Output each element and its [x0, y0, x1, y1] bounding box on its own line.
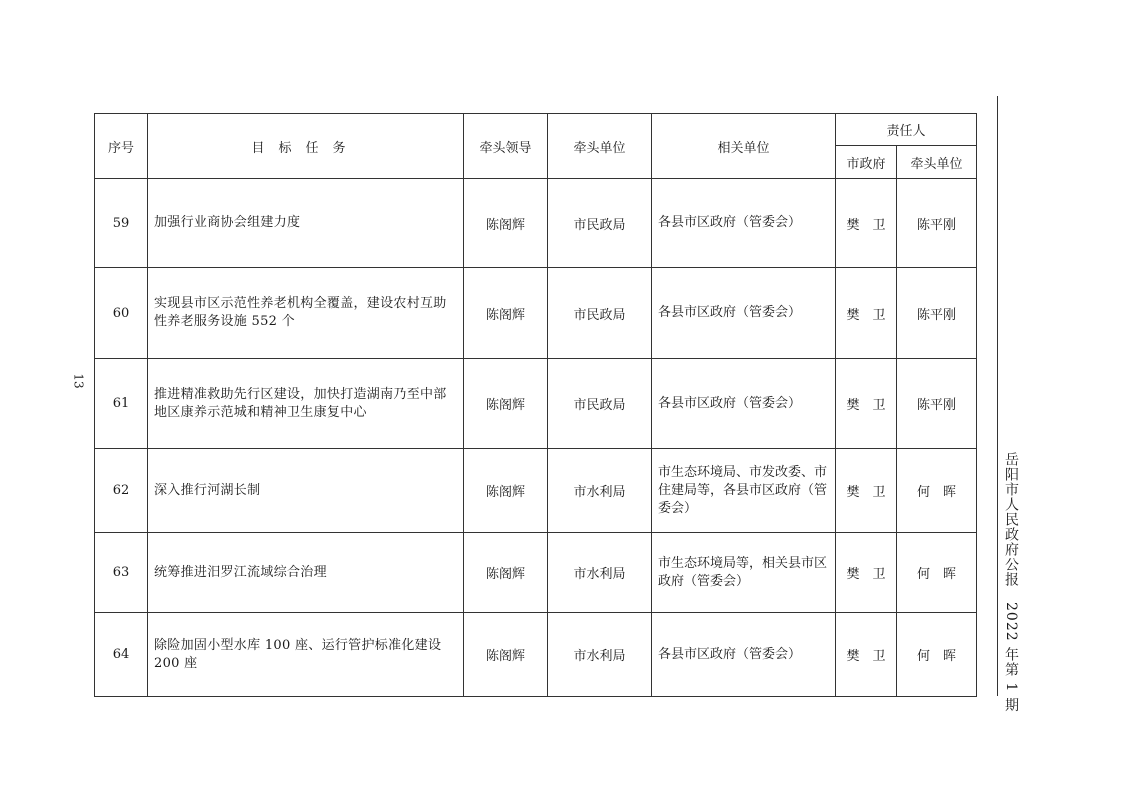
cell-leader: 陈阁辉 — [464, 179, 548, 268]
cell-city: 樊 卫 — [836, 533, 897, 613]
header-task: 目标任务 — [148, 114, 464, 179]
cell-related: 各县市区政府（管委会） — [652, 268, 836, 359]
cell-unit-person: 何 晖 — [897, 449, 977, 533]
cell-seq: 61 — [95, 359, 148, 449]
margin-rule — [997, 96, 998, 696]
cell-leader: 陈阁辉 — [464, 359, 548, 449]
header-seq: 序号 — [95, 114, 148, 179]
cell-related: 市生态环境局等，相关县市区政府（管委会） — [652, 533, 836, 613]
journal-title: 岳阳市人民政府公报 2022 年第 1 期 — [1003, 452, 1019, 713]
cell-unit: 市水利局 — [548, 613, 652, 697]
table-row — [95, 449, 977, 533]
cell-related: 市生态环境局、市发改委、市住建局等，各县市区政府（管委会） — [652, 449, 836, 533]
table-row — [95, 179, 977, 268]
task-table — [94, 113, 977, 697]
cell-city: 樊 卫 — [836, 613, 897, 697]
cell-unit: 市民政局 — [548, 268, 652, 359]
header-lead-unit-person: 牵头单位 — [897, 146, 977, 179]
cell-unit: 市水利局 — [548, 533, 652, 613]
header-lead-unit: 牵头单位 — [548, 114, 652, 179]
table-row — [95, 613, 977, 697]
cell-task: 深入推行河湖长制 — [148, 449, 464, 533]
table-row — [95, 268, 977, 359]
cell-unit-person: 陈平刚 — [897, 359, 977, 449]
cell-task: 推进精准救助先行区建设，加快打造湖南乃至中部地区康养示范城和精神卫生康复中心 — [148, 359, 464, 449]
table-row — [95, 533, 977, 613]
cell-task: 除险加固小型水库 100 座、运行管护标准化建设 200 座 — [148, 613, 464, 697]
cell-task: 统筹推进汨罗江流域综合治理 — [148, 533, 464, 613]
cell-seq: 64 — [95, 613, 148, 697]
cell-unit-person: 何 晖 — [897, 613, 977, 697]
cell-related: 各县市区政府（管委会） — [652, 613, 836, 697]
cell-unit-person: 何 晖 — [897, 533, 977, 613]
cell-unit-person: 陈平刚 — [897, 179, 977, 268]
cell-seq: 62 — [95, 449, 148, 533]
cell-unit: 市民政局 — [548, 359, 652, 449]
cell-unit-person: 陈平刚 — [897, 268, 977, 359]
page-number: 13 — [71, 373, 86, 389]
header-lead-leader: 牵头领导 — [464, 114, 548, 179]
cell-city: 樊 卫 — [836, 179, 897, 268]
cell-leader: 陈阁辉 — [464, 533, 548, 613]
cell-leader: 陈阁辉 — [464, 268, 548, 359]
cell-related: 各县市区政府（管委会） — [652, 359, 836, 449]
cell-city: 樊 卫 — [836, 449, 897, 533]
cell-unit: 市水利局 — [548, 449, 652, 533]
cell-unit: 市民政局 — [548, 179, 652, 268]
header-city-gov: 市政府 — [836, 146, 897, 179]
cell-city: 樊 卫 — [836, 268, 897, 359]
table-row — [95, 359, 977, 449]
cell-leader: 陈阁辉 — [464, 449, 548, 533]
cell-related: 各县市区政府（管委会） — [652, 179, 836, 268]
header-related-units: 相关单位 — [652, 114, 836, 179]
cell-seq: 63 — [95, 533, 148, 613]
cell-seq: 59 — [95, 179, 148, 268]
cell-leader: 陈阁辉 — [464, 613, 548, 697]
cell-seq: 60 — [95, 268, 148, 359]
cell-task: 实现县市区示范性养老机构全覆盖，建设农村互助性养老服务设施 552 个 — [148, 268, 464, 359]
header-responsible: 责任人 — [836, 114, 977, 146]
cell-city: 樊 卫 — [836, 359, 897, 449]
cell-task: 加强行业商协会组建力度 — [148, 179, 464, 268]
